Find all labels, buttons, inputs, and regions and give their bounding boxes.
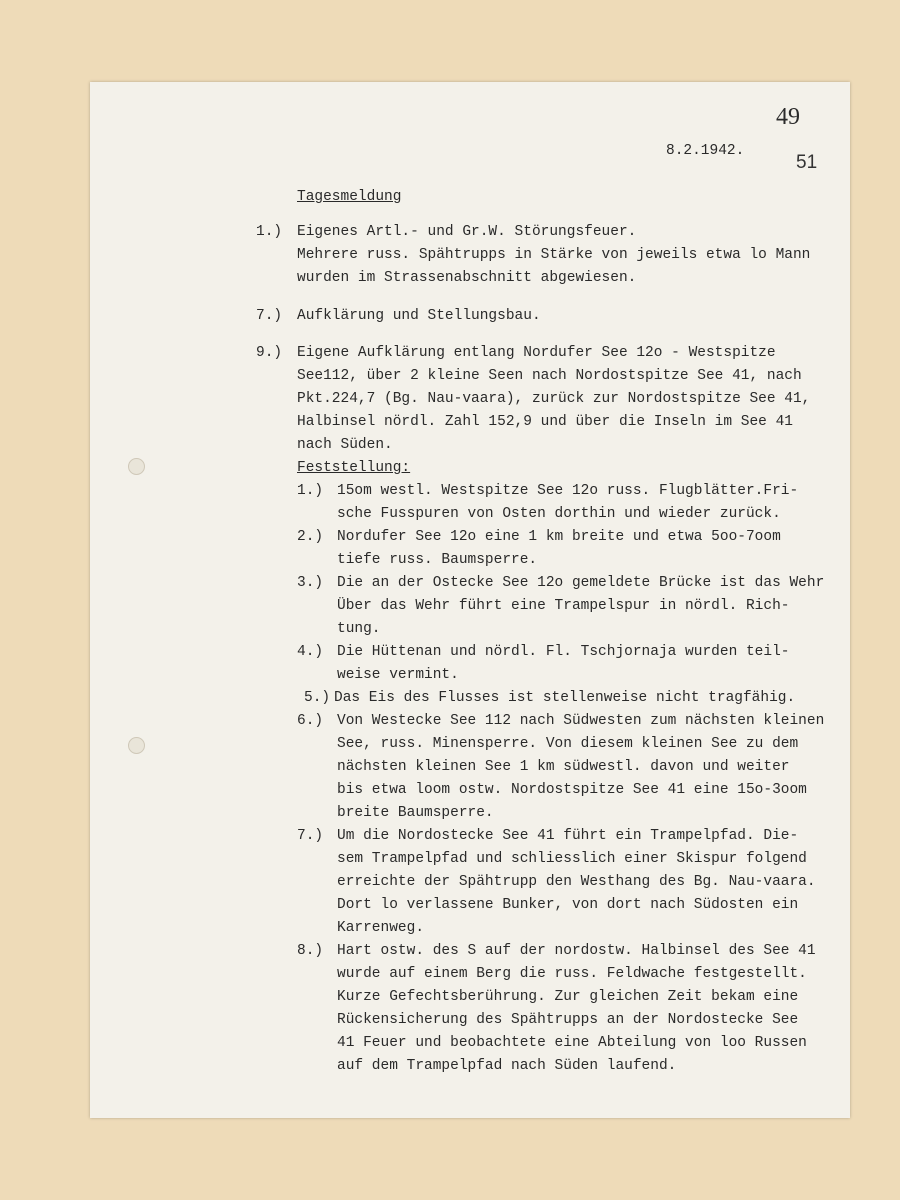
text-line: Eigene Aufklärung entlang Nordufer See 12o - Westspitze: [297, 345, 776, 361]
finding-number: 6.): [297, 713, 324, 729]
text-line: Karrenweg.: [337, 920, 425, 936]
text-line: wurde auf einem Berg die russ. Feldwache festgestellt.: [337, 966, 807, 982]
text-line: Hart ostw. des S auf der nordostw. Halbinsel des See 41: [337, 943, 816, 959]
text-line: sche Fusspuren von Osten dorthin und wieder zurück.: [337, 506, 781, 522]
text-line: 41 Feuer und beobachtete eine Abteilung von loo Russen: [337, 1035, 807, 1051]
text-line: Mehrere russ. Spähtrupps in Stärke von jeweils etwa lo Mann: [297, 247, 811, 263]
text-line: sem Trampelpfad und schliesslich einer Skispur folgend: [337, 851, 807, 867]
finding-number: 8.): [297, 943, 324, 959]
text-line: See112, über 2 kleine Seen nach Nordostspitze See 41, nach: [297, 368, 802, 384]
findings-heading: Feststellung:: [297, 460, 411, 476]
text-line: Halbinsel nördl. Zahl 152,9 und über die Inseln im See 41: [297, 414, 793, 430]
text-line: tiefe russ. Baumsperre.: [337, 552, 538, 568]
text-line: Pkt.224,7 (Bg. Nau-vaara), zurück zur Nordostspitze See 41,: [297, 391, 811, 407]
finding-number: 5.): [304, 690, 331, 706]
text-line: nächsten kleinen See 1 km südwestl. davon und weiter: [337, 759, 790, 775]
text-line: bis etwa loom ostw. Nordostspitze See 41 eine 15o-3oom: [337, 782, 807, 798]
text-line: wurden im Strassenabschnitt abgewiesen.: [297, 270, 637, 286]
text-line: Aufklärung und Stellungsbau.: [297, 308, 541, 324]
text-line: Um die Nordostecke See 41 führt ein Trampelpfad. Die-: [337, 828, 799, 844]
finding-number: 2.): [297, 529, 324, 545]
text-line: Von Westecke See 112 nach Südwesten zum nächsten kleinen: [337, 713, 825, 729]
text-line: auf dem Trampelpfad nach Süden laufend.: [337, 1058, 677, 1074]
document-page: [90, 82, 850, 1118]
text-line: 15om westl. Westspitze See 12o russ. Flugblätter.Fri-: [337, 483, 799, 499]
text-line: Über das Wehr führt eine Trampelspur in nördl. Rich-: [337, 598, 790, 614]
finding-number: 1.): [297, 483, 324, 499]
text-line: erreichte der Spähtrupp den Westhang des Bg. Nau-vaara.: [337, 874, 816, 890]
text-line: Rückensicherung des Spähtrupps an der Nordostecke See: [337, 1012, 799, 1028]
finding-number: 4.): [297, 644, 324, 660]
text-line: Das Eis des Flusses ist stellenweise nicht tragfähig.: [334, 690, 796, 706]
text-line: Dort lo verlassene Bunker, von dort nach Südosten ein: [337, 897, 799, 913]
text-line: Nordufer See 12o eine 1 km breite und etwa 5oo-7oom: [337, 529, 781, 545]
section-number: 9.): [256, 345, 283, 361]
section-number: 1.): [256, 224, 283, 240]
text-line: Eigenes Artl.- und Gr.W. Störungsfeuer.: [297, 224, 637, 240]
text-line: Kurze Gefechtsberührung. Zur gleichen Zeit bekam eine: [337, 989, 799, 1005]
punch-hole: [128, 737, 145, 754]
finding-number: 3.): [297, 575, 324, 591]
text-line: Die Hüttenan und nördl. Fl. Tschjornaja wurden teil-: [337, 644, 790, 660]
text-line: weise vermint.: [337, 667, 459, 683]
finding-number: 7.): [297, 828, 324, 844]
text-line: nach Süden.: [297, 437, 393, 453]
archive-page-number: 49: [776, 104, 800, 130]
report-date: 8.2.1942.: [666, 143, 745, 159]
archive-folio-number: 51: [796, 152, 818, 173]
text-line: Die an der Ostecke See 12o gemeldete Brücke ist das Wehr: [337, 575, 825, 591]
report-heading: Tagesmeldung: [297, 189, 402, 205]
section-number: 7.): [256, 308, 283, 324]
text-line: tung.: [337, 621, 381, 637]
punch-hole: [128, 458, 145, 475]
text-line: breite Baumsperre.: [337, 805, 494, 821]
text-line: See, russ. Minensperre. Von diesem kleinen See zu dem: [337, 736, 799, 752]
